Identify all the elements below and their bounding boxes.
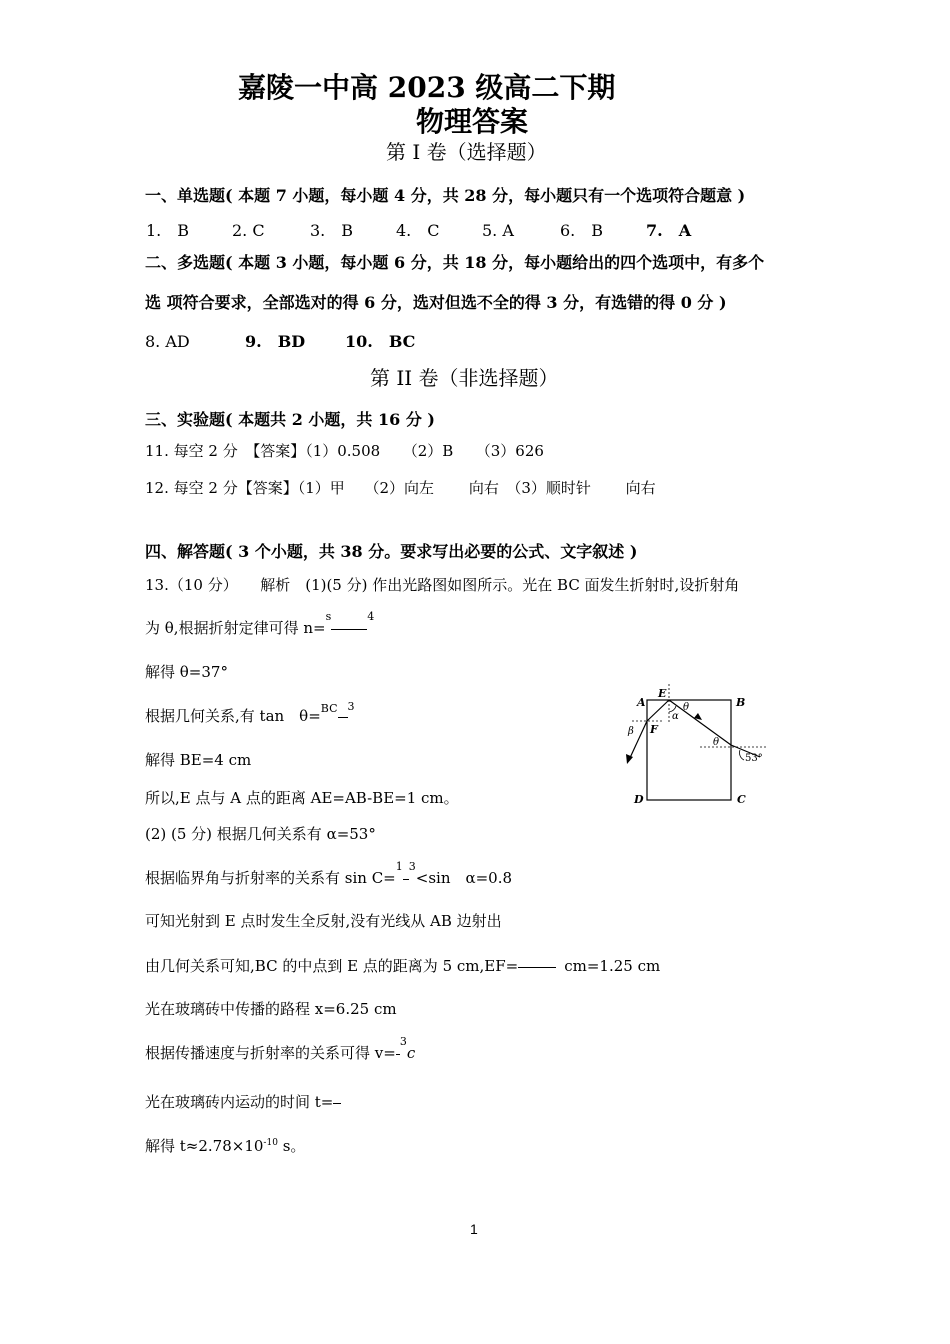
- label-f: F: [650, 723, 658, 736]
- q13-line13: [145, 1091, 341, 1112]
- part2-heading: 第 II 卷（非选择题）: [370, 366, 559, 390]
- answer-4: 4. C: [396, 221, 440, 240]
- q13-line11: 光在玻璃砖中传播的路程 x=6.25 cm: [145, 1000, 397, 1018]
- q13-line2-num2: 4: [367, 610, 375, 623]
- q13-line1: 13.（10 分） 解析 (1)(5 分) 作出光路图如图所示。光在 BC 面发生折射时,设折射角: [145, 576, 740, 594]
- q13-line10-tail: cm=1.25 cm: [564, 957, 661, 975]
- q13-line8-text: 根据临界角与折射率的关系有 sin C=: [145, 869, 396, 887]
- label-d: D: [634, 793, 644, 806]
- q13-line14-text: 解得 t≈2.78×10: [145, 1137, 264, 1155]
- answer-5: 5. A: [482, 221, 514, 240]
- q13-line10-text: 由几何关系可知,BC 的中点到 E 点的距离为 5 cm,EF=: [145, 957, 519, 975]
- q13-line14: [145, 1135, 305, 1156]
- q11-answer: 11. 每空 2 分 【答案】（1）0.508 （2）B （3）626: [145, 442, 544, 460]
- label-53deg: 53°: [745, 753, 763, 764]
- label-alpha: α: [672, 711, 679, 722]
- answer-7: 7. A: [646, 221, 692, 240]
- q13-line5: 解得 BE=4 cm: [145, 751, 252, 769]
- answer-8: 8. AD: [145, 332, 190, 351]
- sec1-heading: 一、单选题( 本题 7 小题，每小题 4 分，共 28 分，每小题只有一个选项符合题意 ): [145, 186, 746, 205]
- q13-line9: 可知光射到 E 点时发生全反射,没有光线从 AB 边射出: [145, 912, 502, 930]
- reflected-ray: [647, 700, 669, 721]
- q13-line4-num: 3: [347, 700, 355, 713]
- answer-6: 6. B: [560, 221, 604, 240]
- q13-line12-c: c: [406, 1044, 416, 1062]
- q13-line12: [145, 1035, 416, 1063]
- multi-answers: [145, 329, 415, 352]
- q13-line8-tail: <sin α=0.8: [415, 869, 513, 887]
- label-e: E: [658, 687, 667, 700]
- q13-line4: [145, 700, 355, 726]
- answer-10: 10. BC: [345, 332, 416, 351]
- page-number: 1: [470, 1221, 478, 1237]
- q13-line4-frac: BC: [320, 702, 338, 715]
- q13-line7: (2) (5 分) 根据几何关系有 α=53°: [145, 825, 376, 843]
- q13-line2-text: 为 θ,根据折射定律可得 n=: [145, 619, 326, 637]
- label-a: A: [637, 696, 646, 709]
- answer-3: 3. B: [310, 221, 354, 240]
- q13-line8: [145, 860, 513, 888]
- q13-line13-text: 光在玻璃砖内运动的时间 t=: [145, 1093, 334, 1111]
- q12-answer: 12. 每空 2 分【答案】（1）甲 （2）向左 向右 （3）顺时针 向右: [145, 479, 656, 497]
- label-theta-bc: θ: [713, 737, 720, 748]
- sec3-heading: 三、实验题( 本题共 2 小题，共 16 分 ): [145, 410, 435, 429]
- answer-2: 2. C: [232, 221, 265, 240]
- answer-1: 1. B: [146, 221, 190, 240]
- part1-heading: 第 I 卷（选择题）: [386, 140, 547, 164]
- q13-line6: 所以,E 点与 A 点的距离 AE=AB-BE=1 cm。: [145, 789, 459, 807]
- q13-line14-exp: -10: [263, 1138, 278, 1148]
- light-path-diagram: [620, 680, 780, 812]
- title-line2: 物理答案: [416, 105, 529, 138]
- label-c: C: [737, 793, 746, 806]
- q13-line3: 解得 θ=37°: [145, 663, 228, 681]
- refracted-ray: [669, 700, 731, 745]
- arrow-head-2: [626, 754, 633, 764]
- q13-line12-text: 根据传播速度与折射率的关系可得 v=: [145, 1044, 396, 1062]
- label-beta: β: [628, 726, 634, 737]
- title-line1: 嘉陵一中高 2023 级高二下期: [238, 71, 616, 104]
- q13-line2: [145, 610, 375, 638]
- single-answers: [146, 218, 691, 241]
- q13-line12-num: 3: [399, 1035, 407, 1048]
- sec2-heading-line1: 二、多选题( 本题 3 小题，每小题 6 分，共 18 分，每小题给出的四个选项中，有多个: [145, 253, 765, 272]
- label-theta-top: θ: [683, 702, 690, 713]
- label-b: B: [736, 696, 746, 709]
- q13-line8-n2: 3: [408, 860, 416, 873]
- q13-line4-text: 根据几何关系,有 tan θ=: [145, 707, 321, 725]
- q13-line10: [145, 955, 660, 976]
- q13-line14-tail: s。: [277, 1137, 306, 1155]
- q13-line8-n1: 1: [395, 860, 403, 873]
- sec4-heading: 四、解答题( 3 个小题，共 38 分。要求写出必要的公式、文字叙述 ): [145, 542, 638, 561]
- sec2-heading-line2: 选 项符合要求，全部选对的得 6 分，选对但选不全的得 3 分，有选错的得 0 分 ): [145, 293, 727, 312]
- answer-9: 9. BD: [245, 332, 306, 351]
- q13-line2-num: s: [325, 610, 332, 623]
